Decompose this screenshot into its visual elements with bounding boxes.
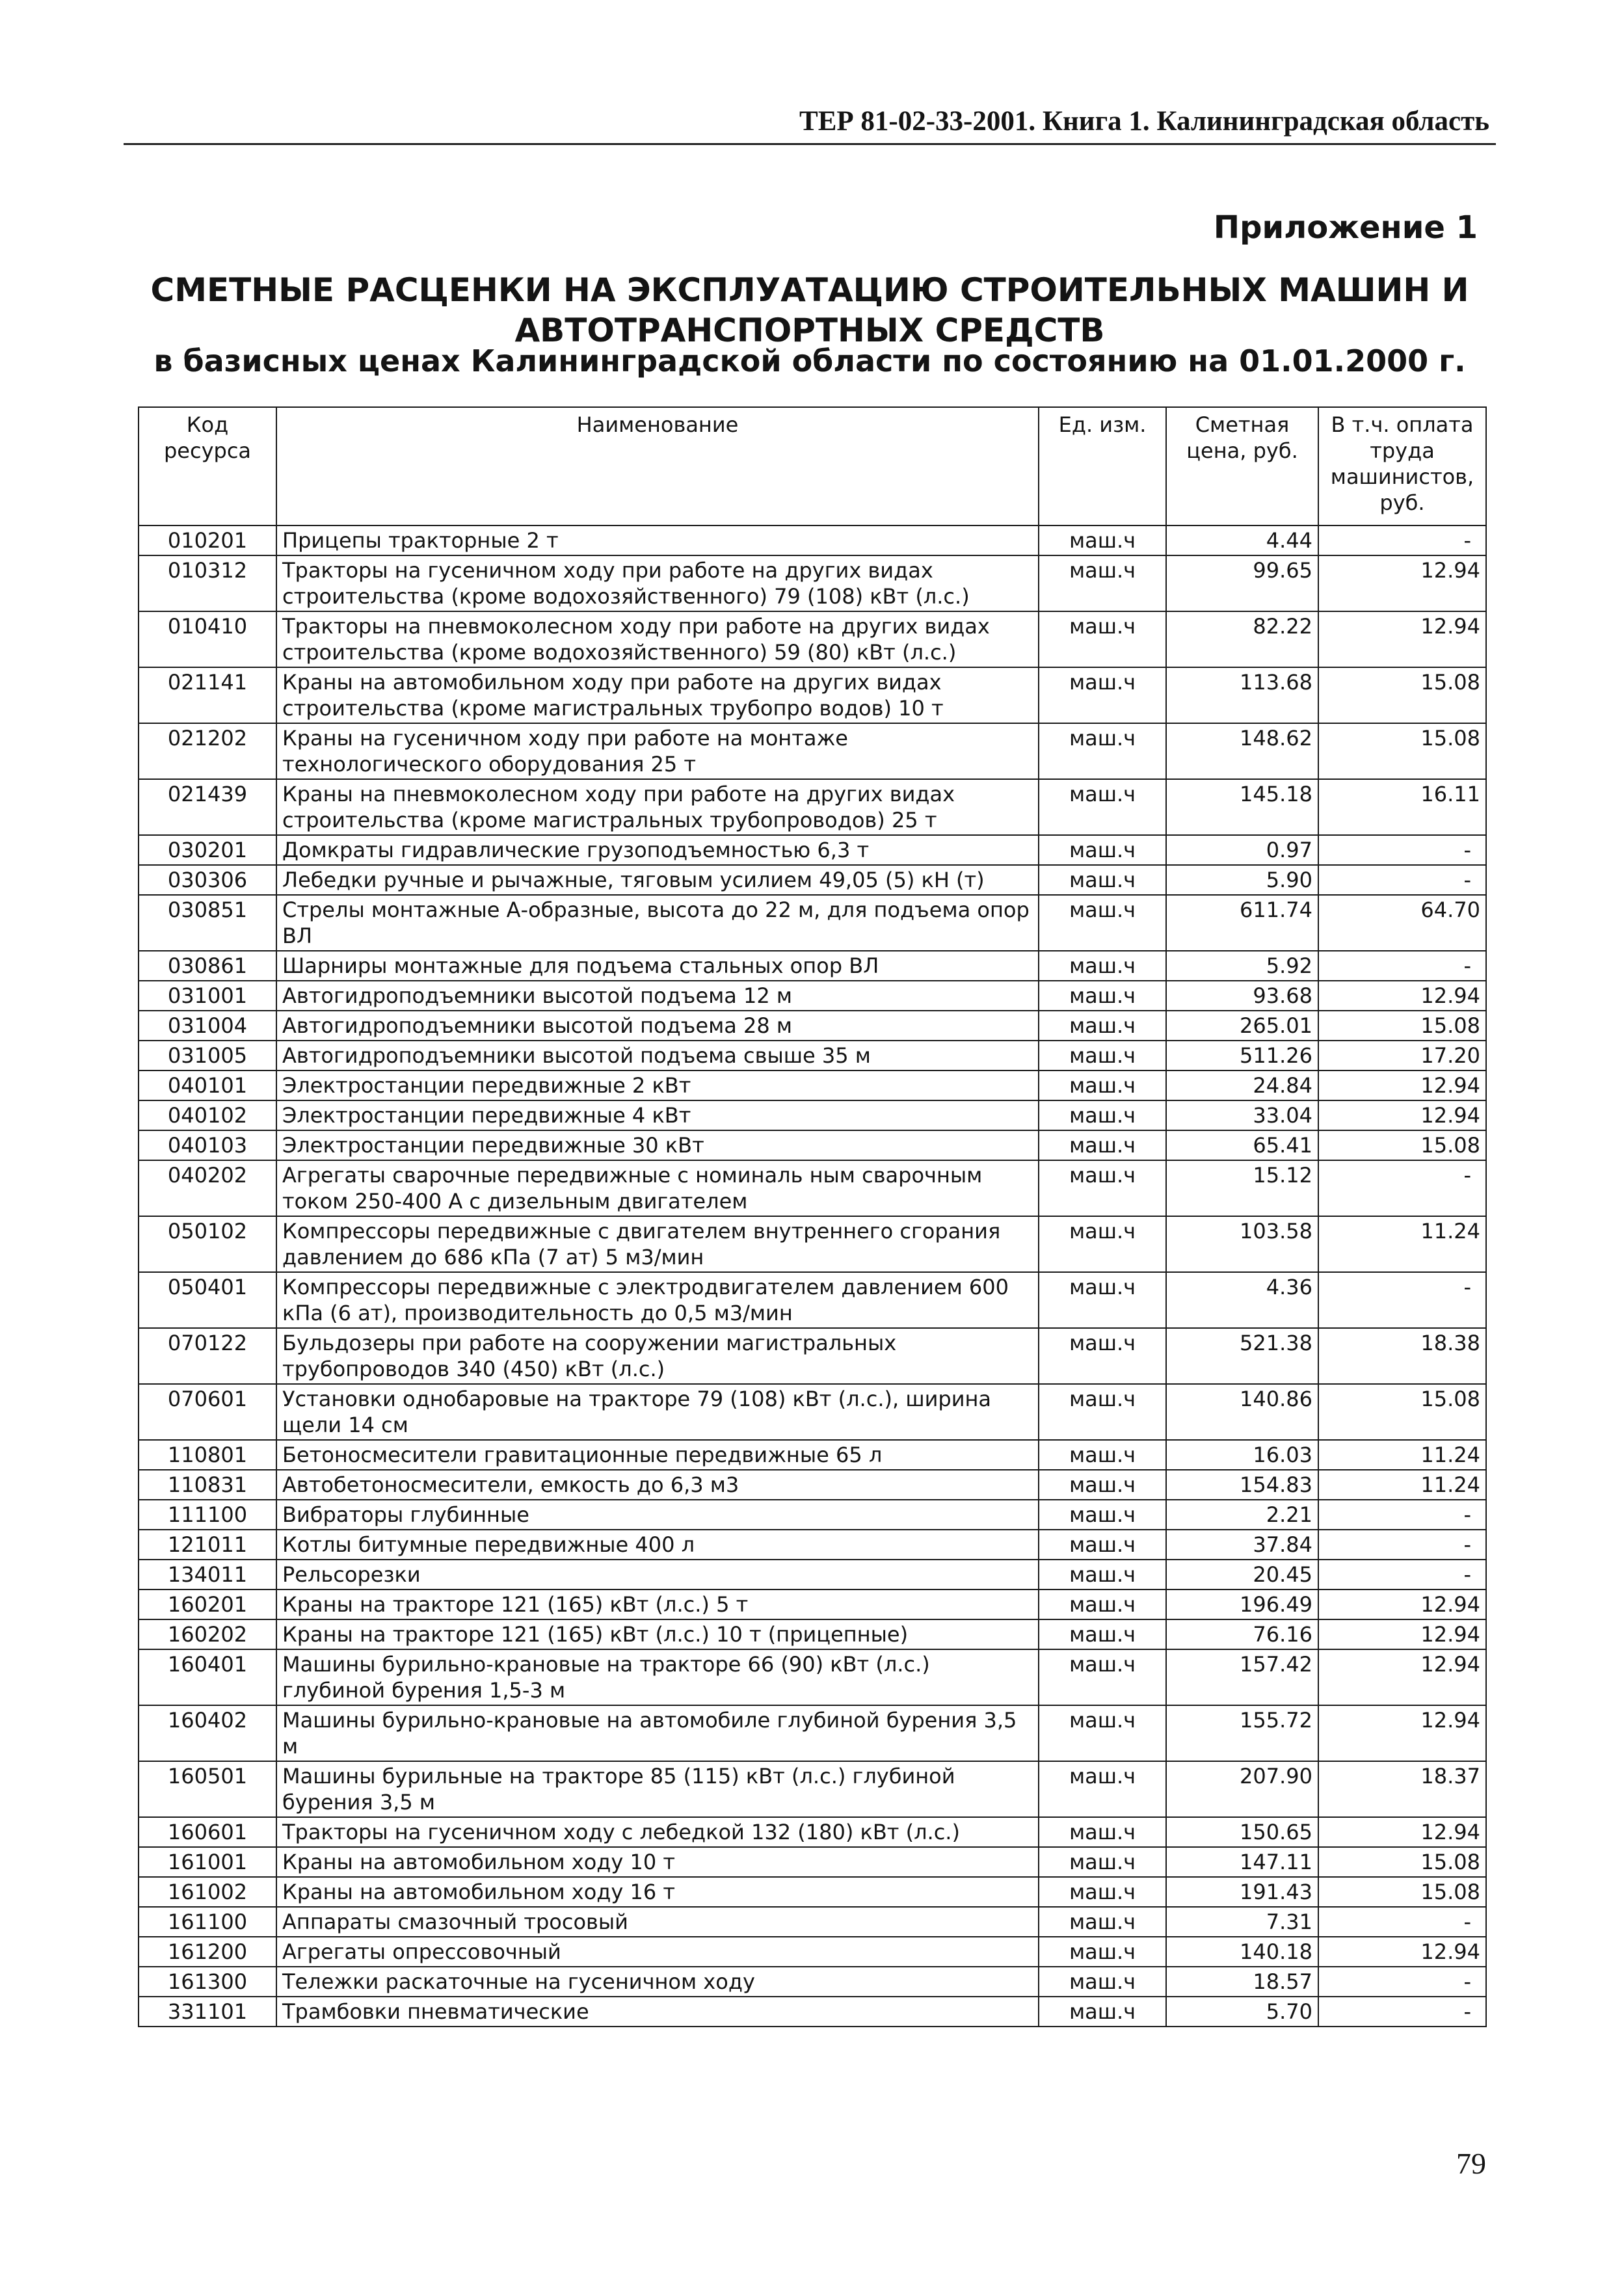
table-row <box>139 1817 1486 1847</box>
cell-code: 160501 <box>139 1761 276 1817</box>
table-row <box>139 1500 1486 1530</box>
cell-unit: маш.ч <box>1039 611 1166 667</box>
cell-unit: маш.ч <box>1039 1041 1166 1071</box>
cell-code: 070601 <box>139 1384 276 1440</box>
cell-unit: маш.ч <box>1039 525 1166 555</box>
table-row <box>139 1440 1486 1470</box>
cell-unit: маш.ч <box>1039 1328 1166 1384</box>
cell-unit: маш.ч <box>1039 1997 1166 2027</box>
cell-unit: маш.ч <box>1039 1530 1166 1560</box>
cell-price: 5.90 <box>1166 865 1318 895</box>
table-row <box>139 779 1486 835</box>
cell-name: Бульдозеры при работе на сооружении магистральных трубопроводов 340 (450) кВт (л.с.) <box>276 1328 1039 1384</box>
cell-name: Краны на пневмоколесном ходу при работе на других видах строительства (кроме магистральных трубопроводов) 25 т <box>276 779 1039 835</box>
cell-code: 161100 <box>139 1907 276 1937</box>
table-row <box>139 1649 1486 1705</box>
cell-name: Котлы битумные передвижные 400 л <box>276 1530 1039 1560</box>
cell-code: 030201 <box>139 835 276 865</box>
column-header-name: Наименование <box>276 407 1039 525</box>
cell-code: 134011 <box>139 1560 276 1590</box>
cell-labor: - <box>1318 1997 1486 2027</box>
cell-labor: 15.08 <box>1318 1011 1486 1041</box>
cell-price: 113.68 <box>1166 667 1318 723</box>
cell-price: 99.65 <box>1166 555 1318 611</box>
appendix-label: Приложение 1 <box>1213 209 1478 246</box>
cell-name: Автогидроподъемники высотой подъема свыше 35 м <box>276 1041 1039 1071</box>
table-row <box>139 1100 1486 1130</box>
cell-price: 20.45 <box>1166 1560 1318 1590</box>
cell-price: 265.01 <box>1166 1011 1318 1041</box>
document-subtitle: в базисных ценах Калининградской области по состоянию на 01.01.2000 г. <box>153 343 1466 379</box>
cell-code: 010312 <box>139 555 276 611</box>
table-row <box>139 1130 1486 1160</box>
cell-unit: маш.ч <box>1039 1560 1166 1590</box>
cell-unit: маш.ч <box>1039 555 1166 611</box>
cell-labor: - <box>1318 1907 1486 1937</box>
cell-name: Аппараты смазочный тросовый <box>276 1907 1039 1937</box>
cell-unit: маш.ч <box>1039 1705 1166 1761</box>
cell-labor: 12.94 <box>1318 1937 1486 1967</box>
cell-price: 207.90 <box>1166 1761 1318 1817</box>
cell-name: Установки однобаровые на тракторе 79 (108) кВт (л.с.), ширина щели 14 см <box>276 1384 1039 1440</box>
table-row <box>139 895 1486 951</box>
table-row <box>139 1967 1486 1997</box>
cell-name: Машины бурильные на тракторе 85 (115) кВт (л.с.) глубиной бурения 3,5 м <box>276 1761 1039 1817</box>
cell-price: 2.21 <box>1166 1500 1318 1530</box>
cell-price: 103.58 <box>1166 1216 1318 1272</box>
cell-name: Автогидроподъемники высотой подъема 28 м <box>276 1011 1039 1041</box>
table-row <box>139 1877 1486 1907</box>
cell-unit: маш.ч <box>1039 1847 1166 1877</box>
cell-labor: 12.94 <box>1318 1817 1486 1847</box>
table-row <box>139 981 1486 1011</box>
table-row <box>139 1384 1486 1440</box>
cell-price: 148.62 <box>1166 723 1318 779</box>
cell-unit: маш.ч <box>1039 1011 1166 1041</box>
column-header-labor: В т.ч. оплата труда машинистов, руб. <box>1318 407 1486 525</box>
table-row <box>139 555 1486 611</box>
cell-code: 050102 <box>139 1216 276 1272</box>
table-row <box>139 1705 1486 1761</box>
cell-code: 040103 <box>139 1130 276 1160</box>
cell-unit: маш.ч <box>1039 1967 1166 1997</box>
cell-labor: - <box>1318 835 1486 865</box>
cell-price: 33.04 <box>1166 1100 1318 1130</box>
cell-unit: маш.ч <box>1039 835 1166 865</box>
cell-unit: маш.ч <box>1039 1590 1166 1619</box>
cell-unit: маш.ч <box>1039 865 1166 895</box>
cell-code: 021439 <box>139 779 276 835</box>
cell-price: 37.84 <box>1166 1530 1318 1560</box>
cell-name: Тележки раскаточные на гусеничном ходу <box>276 1967 1039 1997</box>
cell-code: 021202 <box>139 723 276 779</box>
cell-code: 121011 <box>139 1530 276 1560</box>
cell-labor: 17.20 <box>1318 1041 1486 1071</box>
cell-name: Краны на тракторе 121 (165) кВт (л.с.) 10 т (прицепные) <box>276 1619 1039 1649</box>
cell-unit: маш.ч <box>1039 667 1166 723</box>
cell-name: Электростанции передвижные 2 кВт <box>276 1071 1039 1100</box>
cell-unit: маш.ч <box>1039 723 1166 779</box>
cell-labor: - <box>1318 951 1486 981</box>
cell-code: 111100 <box>139 1500 276 1530</box>
cell-price: 511.26 <box>1166 1041 1318 1071</box>
cell-price: 7.31 <box>1166 1907 1318 1937</box>
cell-labor: - <box>1318 1500 1486 1530</box>
cell-price: 157.42 <box>1166 1649 1318 1705</box>
cell-name: Тракторы на гусеничном ходу с лебедкой 132 (180) кВт (л.с.) <box>276 1817 1039 1847</box>
table-row <box>139 1216 1486 1272</box>
cell-labor: 64.70 <box>1318 895 1486 951</box>
cell-price: 16.03 <box>1166 1440 1318 1470</box>
cell-labor: 15.08 <box>1318 1130 1486 1160</box>
cell-unit: маш.ч <box>1039 1071 1166 1100</box>
cell-labor: - <box>1318 865 1486 895</box>
cell-code: 161002 <box>139 1877 276 1907</box>
cell-price: 4.44 <box>1166 525 1318 555</box>
cell-code: 031004 <box>139 1011 276 1041</box>
cell-unit: маш.ч <box>1039 951 1166 981</box>
cell-name: Шарниры монтажные для подъема стальных опор ВЛ <box>276 951 1039 981</box>
cell-unit: маш.ч <box>1039 895 1166 951</box>
title-line-2: АВТОТРАНСПОРТНЫХ СРЕДСТВ <box>514 312 1105 349</box>
cell-name: Электростанции передвижные 30 кВт <box>276 1130 1039 1160</box>
header-rule <box>124 143 1496 145</box>
cell-price: 15.12 <box>1166 1160 1318 1216</box>
cell-labor: 16.11 <box>1318 779 1486 835</box>
cell-unit: маш.ч <box>1039 1384 1166 1440</box>
cell-labor: 12.94 <box>1318 1071 1486 1100</box>
cell-code: 030851 <box>139 895 276 951</box>
table-row <box>139 1937 1486 1967</box>
cell-price: 18.57 <box>1166 1967 1318 1997</box>
table-row <box>139 1071 1486 1100</box>
cell-name: Компрессоры передвижные с двигателем внутреннего сгорания давлением до 686 кПа (7 ат) 5 м3/мин <box>276 1216 1039 1272</box>
cell-unit: маш.ч <box>1039 1160 1166 1216</box>
table-row <box>139 1560 1486 1590</box>
cell-labor: 12.94 <box>1318 1619 1486 1649</box>
cell-labor: 18.37 <box>1318 1761 1486 1817</box>
cell-name: Краны на автомобильном ходу при работе на других видах строительства (кроме магистральных трубопро водов) 10 т <box>276 667 1039 723</box>
cell-unit: маш.ч <box>1039 1272 1166 1328</box>
cell-labor: 18.38 <box>1318 1328 1486 1384</box>
cell-labor: 11.24 <box>1318 1470 1486 1500</box>
cell-price: 191.43 <box>1166 1877 1318 1907</box>
cell-price: 76.16 <box>1166 1619 1318 1649</box>
table-row <box>139 1470 1486 1500</box>
cell-name: Краны на гусеничном ходу при работе на монтаже технологического оборудования 25 т <box>276 723 1039 779</box>
cell-unit: маш.ч <box>1039 1500 1166 1530</box>
cell-labor: 12.94 <box>1318 1100 1486 1130</box>
cell-labor: 12.94 <box>1318 1649 1486 1705</box>
cell-code: 040102 <box>139 1100 276 1130</box>
cell-code: 030861 <box>139 951 276 981</box>
cell-name: Краны на автомобильном ходу 10 т <box>276 1847 1039 1877</box>
cell-price: 93.68 <box>1166 981 1318 1011</box>
table-row <box>139 1011 1486 1041</box>
cell-name: Автобетоносмесители, емкость до 6,3 м3 <box>276 1470 1039 1500</box>
cell-name: Машины бурильно-крановые на автомобиле глубиной бурения 3,5 м <box>276 1705 1039 1761</box>
cell-unit: маш.ч <box>1039 1619 1166 1649</box>
cell-code: 331101 <box>139 1997 276 2027</box>
page-number: 79 <box>1456 2147 1486 2180</box>
cell-code: 161001 <box>139 1847 276 1877</box>
title-line-1: СМЕТНЫЕ РАСЦЕНКИ НА ЭКСПЛУАТАЦИЮ СТРОИТЕЛЬНЫХ МАШИН И <box>150 271 1469 309</box>
cell-labor: - <box>1318 1272 1486 1328</box>
cell-code: 160402 <box>139 1705 276 1761</box>
cell-labor: - <box>1318 1560 1486 1590</box>
cell-labor: 15.08 <box>1318 723 1486 779</box>
table-row <box>139 1847 1486 1877</box>
column-header-code: Код ресурса <box>139 407 276 525</box>
cell-name: Бетоносмесители гравитационные передвижные 65 л <box>276 1440 1039 1470</box>
rates-table <box>138 406 1487 2027</box>
cell-code: 161200 <box>139 1937 276 1967</box>
cell-name: Краны на тракторе 121 (165) кВт (л.с.) 5 т <box>276 1590 1039 1619</box>
running-header: ТЕР 81-02-33-2001. Книга 1. Калининградская область <box>799 106 1489 137</box>
cell-code: 031001 <box>139 981 276 1011</box>
table-row <box>139 611 1486 667</box>
cell-name: Агрегаты сварочные передвижные с номиналь ным сварочным током 250-400 А с дизельным двигателем <box>276 1160 1039 1216</box>
table-row <box>139 951 1486 981</box>
column-header-price: Сметная цена, руб. <box>1166 407 1318 525</box>
cell-code: 031005 <box>139 1041 276 1071</box>
cell-unit: маш.ч <box>1039 1100 1166 1130</box>
cell-code: 010410 <box>139 611 276 667</box>
cell-labor: 12.94 <box>1318 611 1486 667</box>
table-row <box>139 865 1486 895</box>
cell-unit: маш.ч <box>1039 981 1166 1011</box>
cell-price: 24.84 <box>1166 1071 1318 1100</box>
cell-name: Вибраторы глубинные <box>276 1500 1039 1530</box>
cell-price: 4.36 <box>1166 1272 1318 1328</box>
cell-labor: 12.94 <box>1318 1705 1486 1761</box>
cell-unit: маш.ч <box>1039 1937 1166 1967</box>
cell-price: 0.97 <box>1166 835 1318 865</box>
cell-price: 154.83 <box>1166 1470 1318 1500</box>
cell-price: 155.72 <box>1166 1705 1318 1761</box>
cell-code: 110801 <box>139 1440 276 1470</box>
table-row <box>139 1272 1486 1328</box>
cell-unit: маш.ч <box>1039 1470 1166 1500</box>
cell-name: Электростанции передвижные 4 кВт <box>276 1100 1039 1130</box>
cell-name: Тракторы на пневмоколесном ходу при работе на других видах строительства (кроме водохозяйственного) 59 (80) кВт (л.с.) <box>276 611 1039 667</box>
cell-code: 070122 <box>139 1328 276 1384</box>
column-header-unit: Ед. изм. <box>1039 407 1166 525</box>
table-row <box>139 1619 1486 1649</box>
cell-labor: 15.08 <box>1318 1847 1486 1877</box>
table-row <box>139 525 1486 555</box>
cell-code: 160202 <box>139 1619 276 1649</box>
cell-unit: маш.ч <box>1039 1130 1166 1160</box>
cell-labor: 12.94 <box>1318 981 1486 1011</box>
cell-unit: маш.ч <box>1039 1649 1166 1705</box>
cell-price: 521.38 <box>1166 1328 1318 1384</box>
table-row <box>139 1160 1486 1216</box>
table-header-row <box>139 407 1486 525</box>
table-row <box>139 1530 1486 1560</box>
cell-price: 140.86 <box>1166 1384 1318 1440</box>
cell-name: Трамбовки пневматические <box>276 1997 1039 2027</box>
cell-price: 196.49 <box>1166 1590 1318 1619</box>
table-row <box>139 667 1486 723</box>
cell-price: 65.41 <box>1166 1130 1318 1160</box>
document-title <box>117 270 1502 351</box>
cell-unit: маш.ч <box>1039 1761 1166 1817</box>
cell-name: Тракторы на гусеничном ходу при работе на других видах строительства (кроме водохозяйственного) 79 (108) кВт (л.с.) <box>276 555 1039 611</box>
cell-unit: маш.ч <box>1039 1907 1166 1937</box>
table-row <box>139 1761 1486 1817</box>
cell-price: 611.74 <box>1166 895 1318 951</box>
table-row <box>139 1041 1486 1071</box>
cell-code: 160601 <box>139 1817 276 1847</box>
cell-price: 150.65 <box>1166 1817 1318 1847</box>
cell-code: 040202 <box>139 1160 276 1216</box>
cell-name: Краны на автомобильном ходу 16 т <box>276 1877 1039 1907</box>
cell-code: 050401 <box>139 1272 276 1328</box>
cell-name: Лебедки ручные и рычажные, тяговым усилием 49,05 (5) кН (т) <box>276 865 1039 895</box>
cell-price: 5.92 <box>1166 951 1318 981</box>
cell-labor: - <box>1318 1530 1486 1560</box>
table-row <box>139 1328 1486 1384</box>
cell-code: 030306 <box>139 865 276 895</box>
table-body <box>139 525 1486 2027</box>
cell-code: 160201 <box>139 1590 276 1619</box>
table-row <box>139 1997 1486 2027</box>
cell-unit: маш.ч <box>1039 1216 1166 1272</box>
cell-unit: маш.ч <box>1039 1817 1166 1847</box>
cell-code: 110831 <box>139 1470 276 1500</box>
cell-code: 021141 <box>139 667 276 723</box>
cell-price: 140.18 <box>1166 1937 1318 1967</box>
cell-labor: - <box>1318 1160 1486 1216</box>
cell-price: 145.18 <box>1166 779 1318 835</box>
cell-labor: 15.08 <box>1318 1877 1486 1907</box>
table-row <box>139 723 1486 779</box>
cell-price: 5.70 <box>1166 1997 1318 2027</box>
cell-name: Прицепы тракторные 2 т <box>276 525 1039 555</box>
cell-unit: маш.ч <box>1039 1440 1166 1470</box>
cell-name: Домкраты гидравлические грузоподъемностью 6,3 т <box>276 835 1039 865</box>
cell-labor: - <box>1318 1967 1486 1997</box>
cell-labor: 15.08 <box>1318 667 1486 723</box>
cell-code: 040101 <box>139 1071 276 1100</box>
cell-code: 010201 <box>139 525 276 555</box>
cell-name: Автогидроподъемники высотой подъема 12 м <box>276 981 1039 1011</box>
cell-name: Агрегаты опрессовочный <box>276 1937 1039 1967</box>
cell-name: Рельсорезки <box>276 1560 1039 1590</box>
cell-price: 147.11 <box>1166 1847 1318 1877</box>
table-row <box>139 1907 1486 1937</box>
cell-labor: 11.24 <box>1318 1216 1486 1272</box>
cell-labor: 12.94 <box>1318 555 1486 611</box>
cell-labor: - <box>1318 525 1486 555</box>
cell-code: 161300 <box>139 1967 276 1997</box>
cell-unit: маш.ч <box>1039 1877 1166 1907</box>
cell-code: 160401 <box>139 1649 276 1705</box>
table-row <box>139 1590 1486 1619</box>
cell-name: Машины бурильно-крановые на тракторе 66 (90) кВт (л.с.) глубиной бурения 1,5-3 м <box>276 1649 1039 1705</box>
cell-labor: 15.08 <box>1318 1384 1486 1440</box>
cell-labor: 12.94 <box>1318 1590 1486 1619</box>
cell-name: Компрессоры передвижные с электродвигателем давлением 600 кПа (6 ат), производительность до 0,5 м3/мин <box>276 1272 1039 1328</box>
cell-name: Стрелы монтажные А-образные, высота до 22 м, для подъема опор ВЛ <box>276 895 1039 951</box>
cell-price: 82.22 <box>1166 611 1318 667</box>
cell-labor: 11.24 <box>1318 1440 1486 1470</box>
table-row <box>139 835 1486 865</box>
cell-unit: маш.ч <box>1039 779 1166 835</box>
